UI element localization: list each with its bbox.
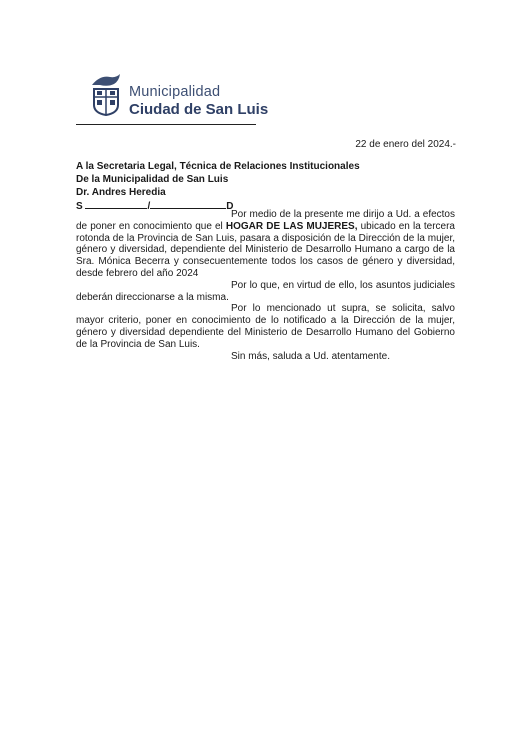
body-p1-text-a: Por medio de la presente me dirijo a Ud. a efectos de poner en conocimiento que el (76, 209, 455, 232)
body-p2-text: Por lo que, en virtud de ello, los asuntos judiciales deberán direccionarse a la misma. (76, 279, 455, 303)
body-paragraph-2 (76, 280, 455, 304)
logo-line-ciudad: Ciudad de San Luis (129, 101, 269, 118)
salutation-slash: / (147, 201, 151, 212)
recipient-line-3: Dr. Andres Heredia (76, 187, 166, 198)
body-p1-bold: HOGAR DE LAS MUJERES, (225, 220, 358, 232)
letter-date: 22 de enero del 2024.- (355, 139, 456, 150)
body-paragraph-1 (76, 209, 455, 280)
recipient-line-2: De la Municipalidad de San Luis (76, 174, 229, 185)
city-emblem-icon (86, 71, 126, 117)
body-p1-text-b: ubicado en la tercera rotonda de la Provincia de San Luis, pasara a disposición de la Dirección de la mujer, género y diversidad, dependiente del Ministerio de Desarrollo Humano a cargo de la Sra. Mónica Becerra y consecuentemente todos los casos de género y diversidad, desde febrero del año 2024 (76, 220, 455, 279)
body-paragraph-4 (76, 351, 455, 363)
body-p4-text: Sin más, saluda a Ud. atentamente. (231, 350, 390, 362)
salutation-blank-2 (150, 199, 226, 209)
recipient-block (76, 160, 360, 213)
recipient-line-1: A la Secretaria Legal, Técnica de Relaciones Institucionales (76, 161, 360, 172)
body-paragraph-3 (76, 303, 455, 350)
salutation-d: D (226, 201, 234, 212)
body-p3-text: Por lo mencionado ut supra, se solicita, salvo mayor criterio, poner en conocimiento de lo notificado a la Dirección de la mujer, género y diversidad dependiente del Ministerio de Desarrollo Humano del Gobierno de la Provincia de San Luis. (76, 303, 455, 350)
salutation-s: S (76, 201, 83, 212)
municipality-logo (86, 71, 269, 118)
salutation-blank-1 (85, 199, 147, 209)
letter-body (76, 209, 455, 362)
header-divider (76, 124, 256, 125)
logo-line-municipalidad: Municipalidad (129, 84, 221, 100)
